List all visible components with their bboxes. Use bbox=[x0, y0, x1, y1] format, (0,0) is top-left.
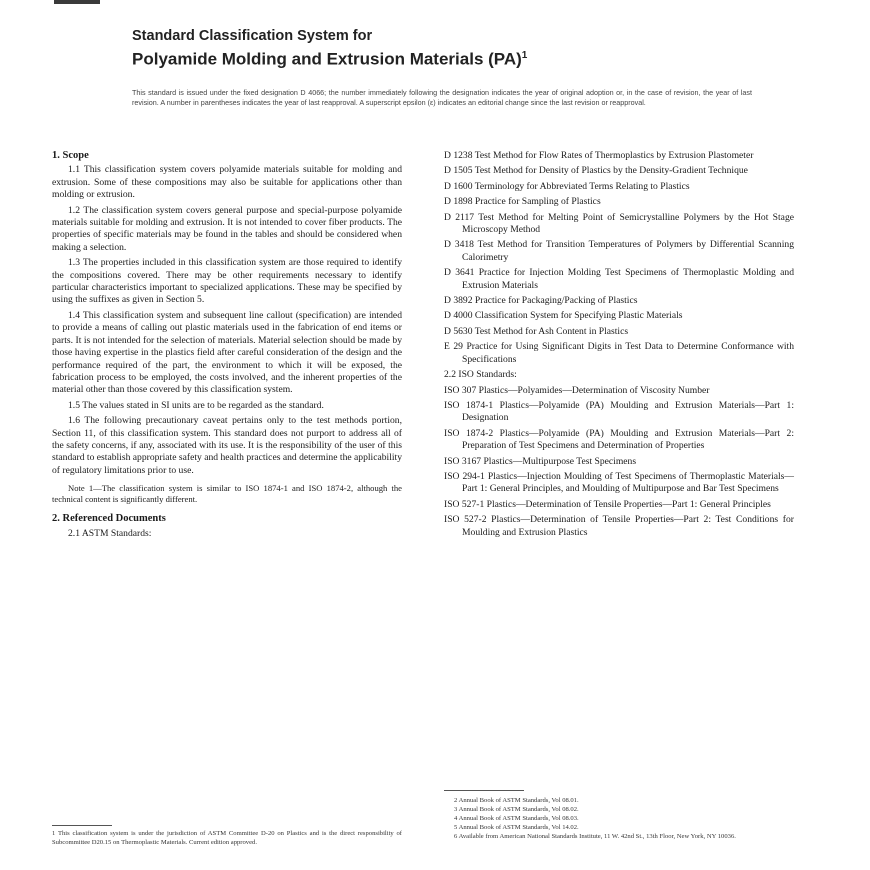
footnote-divider bbox=[52, 825, 112, 826]
reference-item: D 1898 Practice for Sampling of Plastics bbox=[444, 196, 601, 208]
reference-item: D 4000 Classification System for Specifying Plastic Materials bbox=[444, 310, 683, 322]
note-1: Note 1—The classification system is similar to ISO 1874-1 and ISO 1874-2, although the technical content is significantly different. bbox=[52, 483, 402, 505]
reference-item: D 3418 Test Method for Transition Temperatures of Polymers by Differential Scanning Calorimetry bbox=[444, 239, 794, 263]
right-column bbox=[444, 150, 794, 542]
reference-item: ISO 1874-1 Plastics—Polyamide (PA) Moulding and Extrusion Materials—Part 1: Designation bbox=[444, 399, 794, 424]
reference-item: D 1505 Test Method for Density of Plastics by the Density-Gradient Technique bbox=[444, 165, 748, 177]
title-line-1: Standard Classification System for bbox=[132, 28, 373, 44]
scope-heading: 1. Scope bbox=[52, 150, 89, 161]
reference-item: ISO 1874-2 Plastics—Polyamide (PA) Moulding and Extrusion Materials—Part 2: Preparation of Test Specimens and Determination of Properties bbox=[444, 427, 794, 452]
reference-note: 5 Annual Book of ASTM Standards, Vol 14.02. bbox=[454, 824, 579, 832]
title-line-2 bbox=[132, 45, 752, 71]
astm-standards-label: 2.1 ASTM Standards: bbox=[68, 527, 152, 539]
footnote: 1 This classification system is under the jurisdiction of ASTM Committee D-20 on Plastics and is the direct responsibility of Subcommittee D20.15 on Thermoplastic Materials. Current edition approved. bbox=[52, 830, 402, 846]
scope-paragraph: 1.4 This classification system and subsequent line callout (specification) are intended to provide a means of calling out plastic materials used in the fabrication of end items or parts. It is not intended for the selection of materials. Material selection should be made by those having expertise in the plastics field after careful consideration of the design and the performance required of the part, the environment to which it will be exposed, the fabrication process to be employed, the costs involved, and the inherent properties of the material other than those covered by this classification system. bbox=[52, 309, 402, 396]
reference-item: ISO 527-1 Plastics—Determination of Tensile Properties—Part 1: General Principles bbox=[444, 498, 771, 510]
title-line-2-text: Polyamide Molding and Extrusion Materials (PA) bbox=[132, 49, 522, 69]
scope-paragraph: 1.3 The properties included in this classification system are those required to identify the compositions covered. There may be other requirements necessary to identify particular characteristics important to specialized applications. These may be specified by using the suffixes as given in Section 5. bbox=[52, 257, 402, 306]
title-footnote-marker: 1 bbox=[521, 50, 528, 61]
designation-intro: This standard is issued under the fixed designation D 4066; the number immediately following the designation indicates the year of original adoption or, in the case of revision, the year of last revision. A number in parentheses indicates the year of last reapproval. A superscript epsilon (ε) indicates an editorial change since the last revision or reapproval. bbox=[132, 88, 752, 107]
reference-item: D 5630 Test Method for Ash Content in Plastics bbox=[444, 325, 629, 337]
reference-note: 4 Annual Book of ASTM Standards, Vol 08.03. bbox=[454, 815, 579, 823]
referenced-documents-heading: 2. Referenced Documents bbox=[52, 513, 166, 525]
reference-item: E 29 Practice for Using Significant Digits in Test Data to Determine Conformance with Specifications bbox=[444, 341, 794, 365]
reference-item: D 3641 Practice for Injection Molding Test Specimens of Thermoplastic Molding and Extrusion Materials bbox=[444, 267, 794, 291]
reference-item: 2.2 ISO Standards: bbox=[444, 369, 517, 381]
reference-item: ISO 527-2 Plastics—Determination of Tensile Properties—Part 2: Test Conditions for Moulding and Extrusion Plastics bbox=[444, 514, 794, 538]
reference-item: D 1600 Terminology for Abbreviated Terms Relating to Plastics bbox=[444, 180, 690, 192]
scope-paragraph: 1.1 This classification system covers polyamide materials suitable for molding and extrusion. Some of these compositions may also be suitable for applications other than molding or extrusion. bbox=[52, 164, 402, 201]
scope-paragraph: 1.5 The values stated in SI units are to be regarded as the standard. bbox=[68, 399, 324, 411]
reference-note: 6 Available from American National Standards Institute, 11 W. 42nd St., 13th Floor, New York, NY 10036. bbox=[454, 833, 736, 841]
reference-item: ISO 294-1 Plastics—Injection Moulding of Test Specimens of Thermoplastic Materials—Part 1: General Principles, and Moulding of Multipurpose and Bar Test Specimens bbox=[444, 470, 794, 495]
reference-item: ISO 307 Plastics—Polyamides—Determination of Viscosity Number bbox=[444, 384, 710, 396]
scope-paragraph: 1.6 The following precautionary caveat pertains only to the test methods portion, Section 11, of this classification system. This standard does not purport to address all of the safety concerns, if any, associated with its use. It is the responsibility of the user of this standard to establish appropriate safety and health practices and determine the applicability of regulatory limitations prior to use. bbox=[52, 415, 402, 476]
reference-note: 3 Annual Book of ASTM Standards, Vol 08.02. bbox=[454, 806, 579, 814]
header-mark bbox=[54, 0, 100, 4]
reference-notes bbox=[454, 796, 794, 841]
reference-notes-divider bbox=[444, 790, 524, 791]
document-title bbox=[132, 27, 752, 71]
reference-note: 2 Annual Book of ASTM Standards, Vol 08.01. bbox=[454, 797, 579, 804]
reference-item: D 2117 Test Method for Melting Point of Semicrystalline Polymers by the Hot Stage Microscopy Method bbox=[444, 211, 794, 236]
reference-item: ISO 3167 Plastics—Multipurpose Test Specimens bbox=[444, 455, 637, 467]
scope-paragraph: 1.2 The classification system covers general purpose and special-purpose polyamide materials suitable for molding and extrusion. It is not intended to cover fiber products. The properties of specific materials may be found in the tables and should be considered when making a selection. bbox=[52, 204, 402, 253]
reference-item: D 3892 Practice for Packaging/Packing of Plastics bbox=[444, 295, 638, 307]
reference-item: D 1238 Test Method for Flow Rates of Thermoplastics by Extrusion Plastometer bbox=[444, 150, 754, 161]
left-column bbox=[52, 150, 402, 543]
